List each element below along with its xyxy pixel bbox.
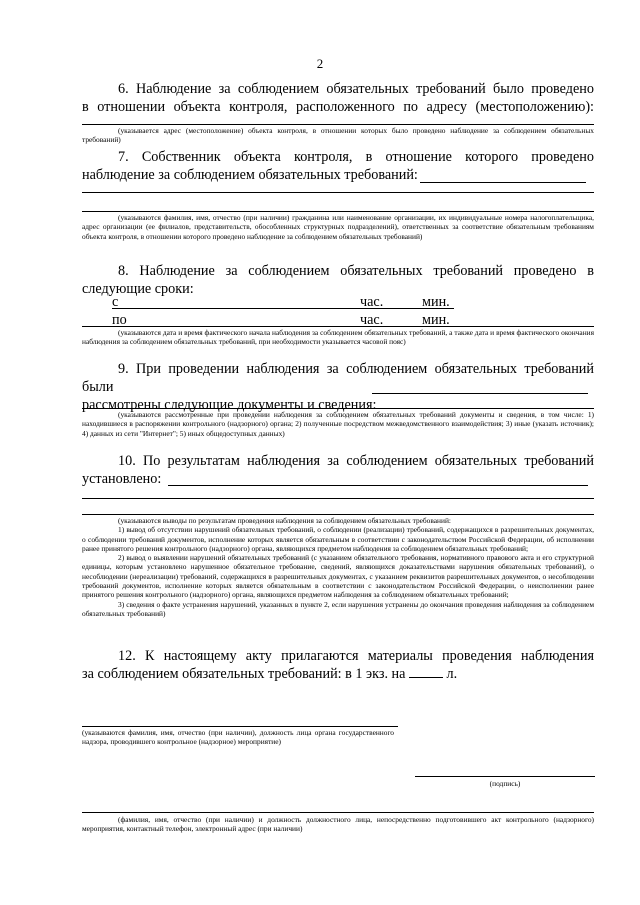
official-fill-line (82, 726, 398, 727)
section-10-line-2: установлено: (82, 471, 162, 487)
section-12 (82, 647, 594, 683)
documents-fill-line-1 (372, 393, 588, 394)
section-12-text: за соблюдением обязательных требований: в 1 экз. на (82, 666, 406, 682)
sheets-count-blank (409, 665, 443, 678)
address-fill-line (82, 124, 594, 125)
section-7-line-1: 7. Собственник объекта контроля, в отношение которого проведено (118, 149, 594, 165)
findings-fill-line-1 (168, 485, 588, 486)
section-9-line-1: 9. При проведении наблюдения за соблюдением обязательных требований были (82, 361, 594, 395)
section-10-note-item-1: 1) вывод об отсутствии нарушений обязательных требований, о соблюдении (реализации) требований, содержащихся в разрешительных документах, о соблюдении требований документов, исполнение которых является обязательным в соответствии с законодательством Российской Федерации, об исполнении ранее принятого решения контрольного (надзорного) органа, являющихся предметом наблюдения за соблюдением обязательных требований; (82, 525, 594, 553)
section-6-note: (указывается адрес (местоположение) объекта контроля, в отношении которых было проведено наблюдение за соблюдением обязательных требований) (82, 126, 594, 145)
date-to-label: по (112, 312, 127, 328)
section-6-line-2: в отношении объекта контроля, расположенного по адресу (местоположению): (82, 99, 594, 115)
drafter-note: (фамилия, имя, отчество (при наличии) и должность должностного лица, непосредственно подготовившего акт контрольного (надзорного) мероприятия, контактный телефон, электронный адрес (при наличии) (82, 815, 594, 834)
section-8-note: (указываются дата и время фактического начала наблюдения за соблюдением обязательных требований, а также дата и время фактического окончания наблюдения за соблюдением обязательных требований, при необходимости указывается часовой пояс) (82, 328, 594, 347)
owner-fill-line-3 (82, 211, 594, 212)
owner-fill-line-2 (82, 192, 594, 193)
drafter-fill-line (82, 812, 594, 813)
section-8-line-1: 8. Наблюдение за соблюдением обязательных требований проведено в (118, 263, 594, 279)
section-9-note: (указываются рассмотренные при проведении наблюдения за соблюдением обязательных требований документы и сведения, в том числе: 1) находившиеся в распоряжении контрольного (надзорного) органа; 2) полученные посредством межведомственного взаимодействия; 3) иные (указать источник); 4) данных из сети "Интернет"; 5) иных общедоступных данных) (82, 410, 594, 438)
section-10-note (82, 516, 594, 618)
owner-fill-line-1 (420, 182, 586, 183)
sheets-unit: л. (446, 666, 458, 682)
section-9-line-2: рассмотрены следующие документы и сведения: (82, 397, 377, 413)
findings-fill-line-3 (82, 514, 594, 515)
section-8 (82, 262, 594, 298)
signature-label: (подпись) (489, 779, 521, 788)
to-minutes-label: мин. (422, 312, 450, 328)
findings-fill-line-2 (82, 498, 594, 499)
section-8-line-2: следующие сроки: (82, 281, 194, 297)
section-10-note-item-3: 3) сведения о факте устранения нарушений, указанных в пункте 2, если нарушения устранены до окончания проведения наблюдения за соблюдением обязательных требований) (82, 599, 594, 618)
section-7-note: (указываются фамилия, имя, отчество (при наличии) гражданина или наименование организации, их индивидуальные номера налогоплательщика, адрес организации (ее филиалов, представительств, обособленных структурных подразделений), ответственных за соответствие обязательным требованиям объекта контроля, в отношении которого проведено наблюдение за соблюдением обязательных требований) (82, 213, 594, 241)
section-9 (82, 360, 594, 414)
section-7 (82, 148, 594, 184)
signature-line (415, 776, 595, 777)
date-from-label: с (112, 294, 119, 310)
section-6-line-1: 6. Наблюдение за соблюдением обязательных требований было проведено (118, 81, 594, 97)
section-10 (82, 452, 594, 488)
to-hours-label: час. (360, 312, 384, 328)
section-12-line-2 (82, 665, 594, 683)
from-hours-label: час. (360, 294, 384, 310)
section-10-note-item-2: 2) вывод о выявлении нарушений обязательных требований (с указанием обязательного требования, нормативного правового акта и его структурной единицы, которым установлено нарушенное обязательное требование, сведений, являющихся доказательствами нарушения обязательных требований), о несоблюдении (нереализации) требований, содержащихся в разрешительных документах, с указанием реквизитов разрешительных документов, о несоблюдении требований документов, исполнение которых является обязательным в соответствии с законодательством Российской Федерации, о неисполнении ранее принятого решения контрольного (надзорного) органа, являющихся предметом наблюдения за соблюдением обязательных требований; (82, 553, 594, 600)
section-6 (82, 80, 594, 116)
documents-fill-line-2 (82, 408, 594, 409)
section-12-line-1: 12. К настоящему акту прилагаются материалы проведения наблюдения (118, 648, 594, 664)
official-note: (указываются фамилия, имя, отчество (при наличии), должность лица органа государственного надзора, проводившего контрольное (надзорное) мероприятие) (82, 728, 394, 747)
section-10-line-1: 10. По результатам наблюдения за соблюдением обязательных требований (118, 453, 594, 469)
from-minutes-label: мин. (422, 294, 450, 310)
page-number: 2 (316, 56, 324, 71)
section-10-note-head: (указываются выводы по результатам проведения наблюдения за соблюдением обязательных требований: (118, 516, 451, 525)
date-from-line (112, 308, 454, 309)
section-7-line-2: наблюдение за соблюдением обязательных требований: (82, 167, 418, 183)
date-to-line (82, 326, 594, 327)
